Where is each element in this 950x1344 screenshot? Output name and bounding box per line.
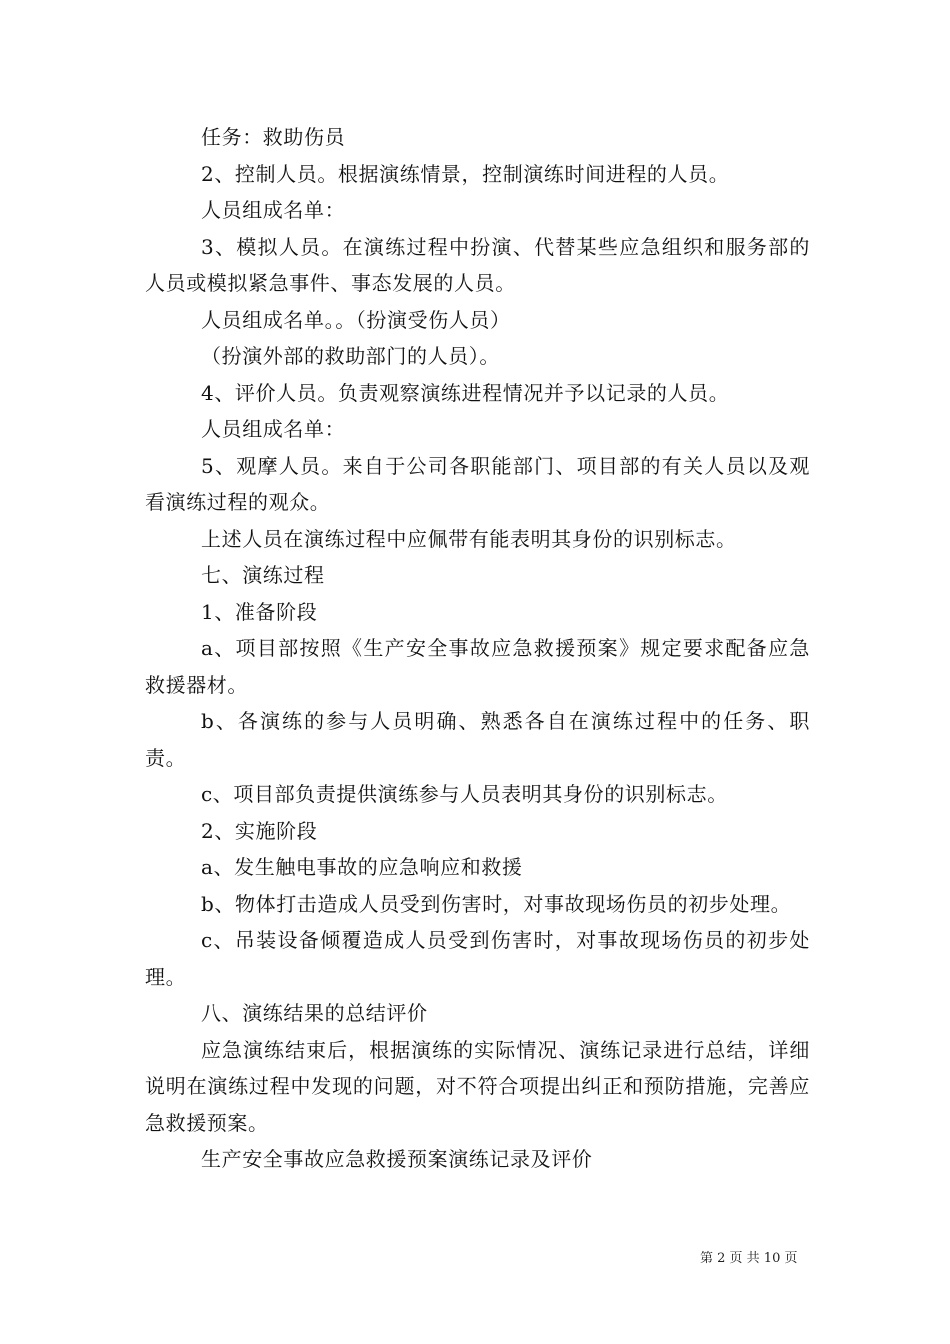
paragraph: 应急演练结束后，根据演练的实际情况、演练记录进行总结，详细说明在演练过程中发现的问题，对不符合项提出纠正和预防措施，完善应急救援预案。 [145, 1037, 810, 1135]
page-number: 第 2 页 共 10 页 [700, 1251, 798, 1266]
paragraph: 人员组成名单： [201, 198, 346, 222]
section-heading: 八、演练结果的总结评价 [201, 1001, 428, 1025]
paragraph: 上述人员在演练过程中应佩带有能表明其身份的识别标志。 [201, 526, 737, 551]
section-heading: 七、演练过程 [201, 563, 325, 587]
subsection-heading: 2、实施阶段 [201, 818, 318, 843]
paragraph: （扮演外部的救助部门的人员）。 [201, 344, 500, 368]
paragraph: 2、控制人员。根据演练情景，控制演练时间进程的人员。 [201, 161, 730, 186]
paragraph: c、吊装设备倾覆造成人员受到伤害时，对事故现场伤员的初步处理。 [145, 928, 810, 989]
paragraph: 5、观摩人员。来自于公司各职能部门、项目部的有关人员以及观看演练过程的观众。 [145, 453, 810, 514]
paragraph: b、物体打击造成人员受到伤害时，对事故现场伤员的初步处理。 [201, 891, 792, 916]
paragraph: 人员组成名单。。（扮演受伤人员） [201, 307, 511, 332]
paragraph: 4、评价人员。负责观察演练进程情况并予以记录的人员。 [201, 380, 730, 405]
paragraph: b、各演练的参与人员明确、熟悉各自在演练过程中的任务、职责。 [145, 709, 810, 770]
paragraph: 任务：救助伤员 [201, 125, 346, 149]
paragraph: 人员组成名单： [201, 417, 346, 441]
subsection-heading: 1、准备阶段 [201, 599, 318, 624]
paragraph: 3、模拟人员。在演练过程中扮演、代替某些应急组织和服务部的人员或模拟紧急事件、事态发展的人员。 [145, 234, 810, 295]
paragraph: a、发生触电事故的应急响应和救援 [201, 855, 523, 879]
document-body [145, 119, 810, 1178]
paragraph: 生产安全事故应急救援预案演练记录及评价 [201, 1147, 593, 1171]
paragraph: c、项目部负责提供演练参与人员表明其身份的识别标志。 [201, 782, 728, 806]
paragraph: a、项目部按照《生产安全事故应急救援预案》规定要求配备应急救援器材。 [145, 636, 810, 697]
